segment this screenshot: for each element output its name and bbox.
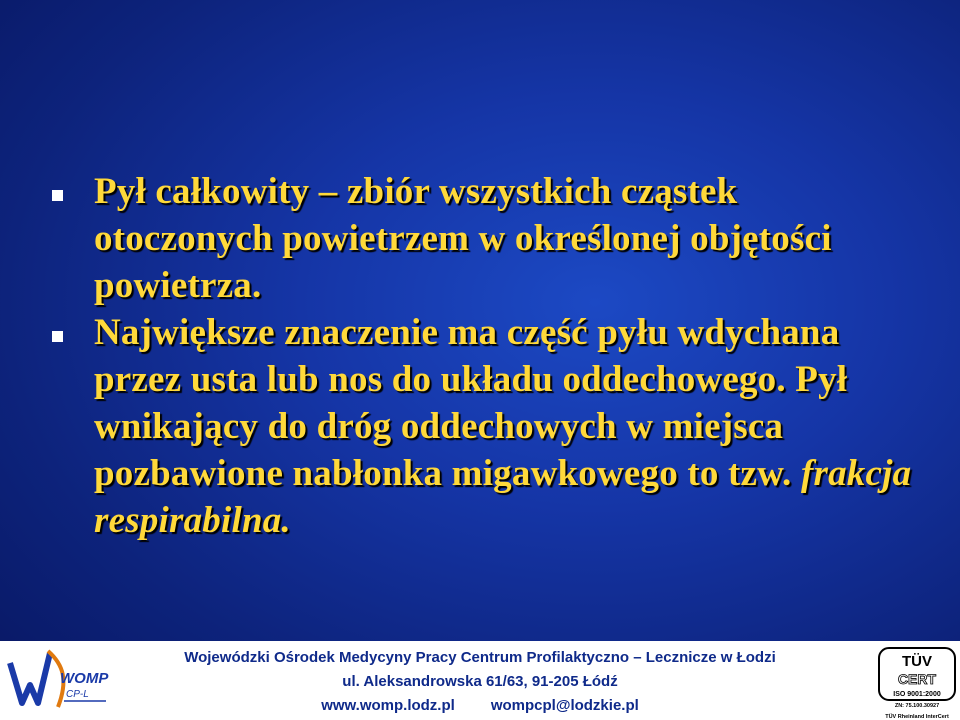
- tuv-issuer-text: TÜV Rheinland InterCert: [885, 714, 949, 720]
- bullet-item: [52, 168, 912, 309]
- bullet-text: [94, 309, 912, 544]
- footer-website-link[interactable]: www.womp.lodz.pl: [321, 697, 455, 714]
- footer-email-link[interactable]: wompcpl@lodzkie.pl: [490, 697, 639, 714]
- footer-address: ul. Aleksandrowska 61/63, 91-205 Łódź: [342, 673, 618, 690]
- bullet-text-main: Największe znaczenie ma część pyłu wdychana przez usta lub nos do układu oddechowego. Pył wnikający do dróg oddechowych w miejsca pozbawione nabłonka migawkowego to tzw.: [94, 312, 848, 494]
- womp-logo-subtext: CP-L: [66, 689, 89, 700]
- bullet-item: [52, 309, 912, 544]
- square-bullet-icon: [52, 331, 63, 342]
- tuv-logo-text: TÜV: [902, 653, 932, 670]
- square-bullet-icon: [52, 190, 63, 201]
- tuv-cert-logo: [878, 647, 956, 720]
- footer-contact: [0, 697, 960, 714]
- iso-text: ISO 9001:2000: [893, 691, 941, 698]
- bullet-text-italic: frakcja respirabilna.: [94, 453, 912, 541]
- footer-institution-name: Wojewódzki Ośrodek Medycyny Pracy Centrum Profilaktyczno – Lecznicze w Łodzi: [184, 649, 776, 666]
- zn-text: ZN: 75.100.30927: [894, 703, 940, 709]
- cert-logo-text: CERT: [897, 671, 937, 687]
- slide-body: [52, 168, 912, 544]
- womp-logo-text: WOMP: [60, 670, 109, 687]
- footer: [0, 641, 960, 720]
- bullet-text: Pył całkowity – zbiór wszystkich cząstek otoczonych powietrzem w określonej objętości powietrza.: [94, 171, 832, 306]
